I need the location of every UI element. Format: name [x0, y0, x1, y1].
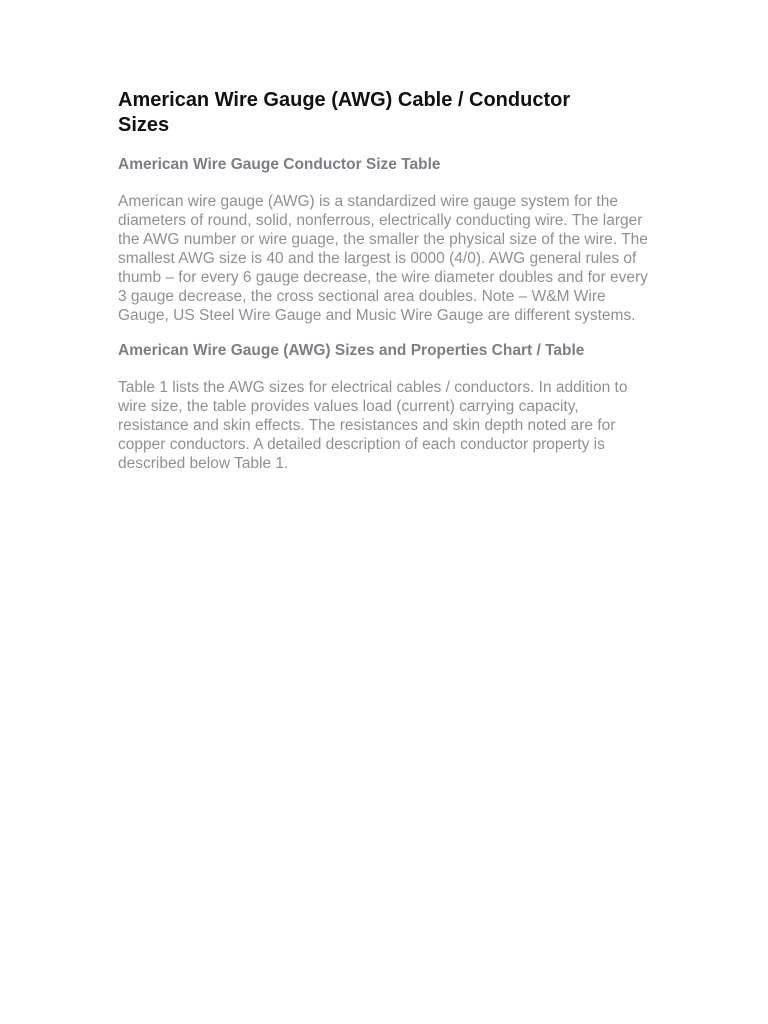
document-title: American Wire Gauge (AWG) Cable / Conductor Sizes	[118, 89, 571, 136]
section-paragraph-table-description: Table 1 lists the AWG sizes for electrical cables / conductors. In addition to wire size, the table provides values load (current) carrying capacity, resistance and skin effects. The resistances and skin depth noted are for copper conductors. A detailed description of each conductor property is described below Table 1.	[118, 379, 628, 472]
section-paragraph-awg-intro: American wire gauge (AWG) is a standardized wire gauge system for the diameters of round, solid, nonferrous, electrically conducting wire. The larger the AWG number or wire guage, the smaller the physical size of the wire. The smallest AWG size is 40 and the largest is 0000 (4/0). AWG general rules of thumb – for every 6 gauge decrease, the wire diameter doubles and for every 3 gauge decrease, the cross sectional area doubles. Note – W&M Wire Gauge, US Steel Wire Gauge and Music Wire Gauge are different systems.	[118, 193, 648, 324]
section-heading-conductor-size-table: American Wire Gauge Conductor Size Table	[118, 156, 441, 173]
section-heading-sizes-properties-chart: American Wire Gauge (AWG) Sizes and Properties Chart / Table	[118, 342, 585, 359]
